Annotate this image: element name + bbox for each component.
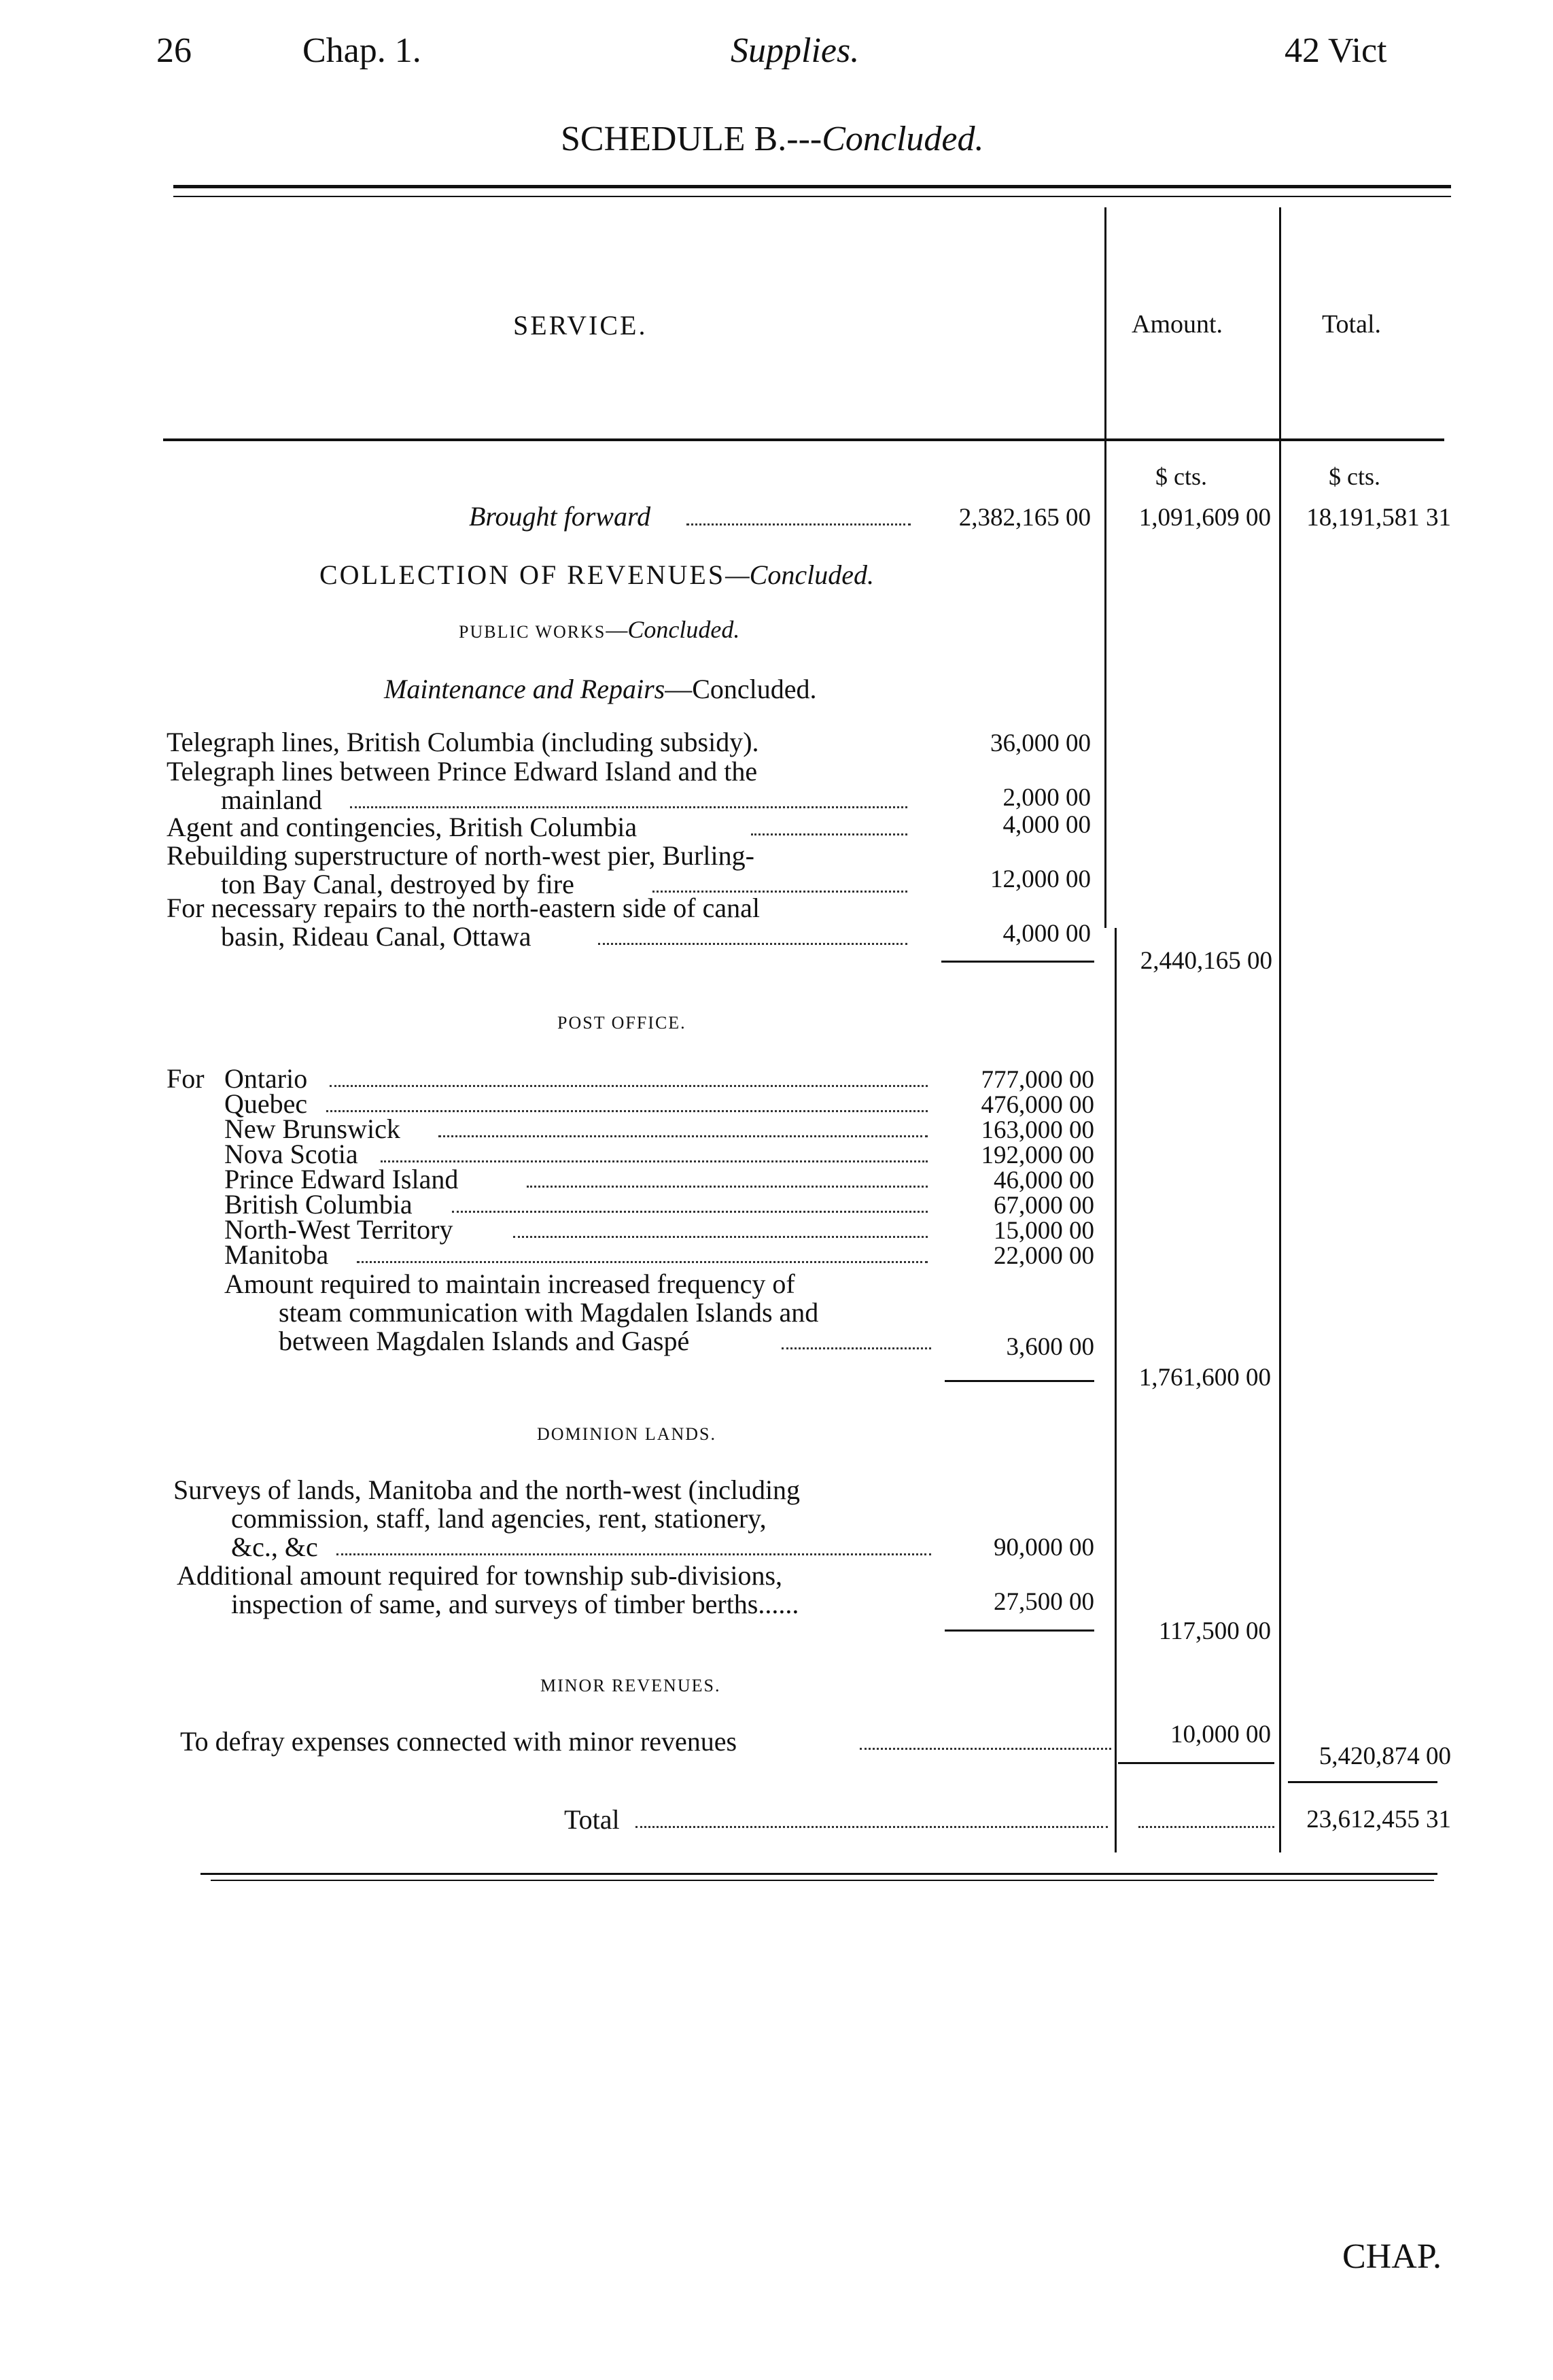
subtotal-rule — [941, 961, 1094, 963]
public-works-item: Telegraph lines, British Columbia (including subsidy). — [167, 727, 759, 757]
amount-sum-rule — [1118, 1762, 1274, 1764]
public-works-item-cont: mainland — [221, 784, 322, 815]
post-office-item: British Columbia — [224, 1189, 413, 1220]
post-office-item-sub: 777,000 00 — [981, 1066, 1094, 1094]
post-office-item-sub: 163,000 00 — [981, 1116, 1094, 1144]
post-office-item-sub: 192,000 00 — [981, 1141, 1094, 1169]
leader-dots — [452, 1211, 928, 1213]
minor-revenues-amount: 10,000 00 — [1170, 1721, 1271, 1748]
brought-forward-label: Brought forward — [469, 501, 651, 532]
steam-line-1: Amount required to maintain increased frequency of — [224, 1269, 795, 1299]
public-works-heading-suffix: —Concluded. — [606, 616, 740, 643]
dominion-item-1-line-3: &c., &c — [231, 1532, 318, 1562]
public-works-item-sub: 4,000 00 — [1002, 920, 1091, 948]
post-office-item-sub: 46,000 00 — [994, 1167, 1094, 1194]
subtotal-rule — [945, 1380, 1094, 1382]
public-works-item-sub: 2,000 00 — [1002, 784, 1091, 812]
public-works-item: Rebuilding superstructure of north-west pier, Burling- — [167, 840, 754, 871]
steam-sub: 3,600 00 — [1006, 1333, 1094, 1361]
maintenance-subheading-text: Maintenance and Repairs — [384, 674, 665, 704]
dominion-lands-heading: DOMINION LANDS. — [537, 1424, 716, 1444]
public-works-heading — [459, 615, 739, 644]
post-office-item-sub: 22,000 00 — [994, 1242, 1094, 1270]
post-office-item-sub: 15,000 00 — [994, 1217, 1094, 1245]
leader-dots — [686, 523, 911, 525]
leader-dots — [1138, 1826, 1274, 1828]
leader-dots — [326, 1110, 928, 1112]
public-works-item: For necessary repairs to the north-eastern side of canal — [167, 893, 760, 923]
public-works-item-sub: 12,000 00 — [990, 865, 1091, 893]
chapter-label: Chap. 1. — [302, 31, 421, 70]
bottom-rule — [200, 1873, 1437, 1875]
post-office-item: Nova Scotia — [224, 1139, 358, 1169]
public-works-heading-text: PUBLIC WORKS — [459, 622, 606, 642]
leader-dots — [381, 1160, 928, 1162]
leader-dots — [357, 1261, 928, 1263]
schedule-title — [561, 119, 984, 159]
header-rule — [163, 438, 1444, 441]
post-office-item: Ontario — [224, 1063, 308, 1094]
regnal-year: 42 Vict — [1285, 31, 1387, 70]
section-total: 5,420,874 00 — [1319, 1742, 1451, 1770]
leader-dots — [513, 1236, 928, 1238]
brought-forward-amount: 1,091,609 00 — [1138, 504, 1271, 532]
public-works-item: Agent and contingencies, British Columbia — [167, 812, 638, 842]
minor-revenues-item: To defray expenses connected with minor revenues — [180, 1726, 737, 1757]
top-rule-thick — [173, 185, 1451, 188]
section-title — [319, 559, 874, 591]
dominion-item-1-line-2: commission, staff, land agencies, rent, stationery, — [231, 1503, 767, 1534]
section-title-suffix: —Concluded. — [725, 559, 874, 590]
dominion-item-1-sub: 90,000 00 — [994, 1534, 1094, 1562]
dominion-lands-amount: 117,500 00 — [1158, 1617, 1271, 1645]
public-works-item-cont: basin, Rideau Canal, Ottawa — [221, 921, 531, 952]
leader-dots — [860, 1748, 1111, 1750]
leader-dots — [635, 1826, 1108, 1828]
section-title-text: COLLECTION OF REVENUES — [319, 559, 726, 590]
total-units: $ cts. — [1329, 463, 1380, 490]
post-office-amount: 1,761,600 00 — [1138, 1364, 1271, 1392]
public-works-item-sub: 36,000 00 — [990, 729, 1091, 757]
leader-dots — [336, 1553, 931, 1555]
total-column-header: Total. — [1322, 310, 1382, 339]
post-office-item: Quebec — [224, 1088, 308, 1119]
dominion-item-2-line-2: inspection of same, and surveys of timber berths...... — [231, 1589, 799, 1619]
total-sum-rule — [1288, 1781, 1437, 1783]
post-office-item: New Brunswick — [224, 1114, 400, 1144]
leader-dots — [330, 1085, 928, 1087]
amount-column-header: Amount. — [1132, 310, 1223, 339]
post-office-item: Manitoba — [224, 1239, 329, 1270]
dominion-item-1-line-1: Surveys of lands, Manitoba and the north-west (including — [173, 1474, 801, 1505]
maintenance-subheading-suffix: —Concluded. — [665, 674, 817, 704]
amount-column-left-rule — [1104, 207, 1106, 928]
grand-total-value: 23,612,455 31 — [1306, 1806, 1451, 1833]
public-works-item-sub: 4,000 00 — [1002, 811, 1091, 839]
total-column-left-rule — [1279, 207, 1281, 1852]
top-rule-thin — [173, 196, 1451, 197]
post-office-heading: POST OFFICE. — [557, 1013, 686, 1033]
subtotal-rule — [945, 1629, 1094, 1632]
brought-forward-sub: 2,382,165 00 — [958, 504, 1091, 532]
grand-total-label: Total — [564, 1804, 620, 1835]
steam-line-3: between Magdalen Islands and Gaspé — [279, 1326, 690, 1356]
leader-dots — [782, 1347, 931, 1349]
running-title: Supplies. — [731, 31, 860, 70]
leader-dots — [598, 943, 907, 945]
catchword: CHAP. — [1342, 2237, 1442, 2276]
post-office-item: North-West Territory — [224, 1214, 453, 1245]
schedule-title-suffix: ---Concluded. — [786, 120, 984, 158]
leader-dots — [751, 833, 907, 835]
leader-dots — [350, 806, 907, 808]
public-works-amount: 2,440,165 00 — [1140, 947, 1272, 975]
leader-dots — [438, 1135, 928, 1137]
amount-column-left-rule-lower — [1115, 928, 1117, 1852]
bottom-rule-thin — [211, 1880, 1434, 1881]
post-office-item: Prince Edward Island — [224, 1164, 459, 1194]
dominion-item-2-sub: 27,500 00 — [994, 1588, 1094, 1616]
amount-units: $ cts. — [1155, 463, 1207, 490]
dominion-item-2-line-1: Additional amount required for township sub-divisions, — [177, 1560, 783, 1591]
brought-forward-total: 18,191,581 31 — [1306, 504, 1451, 532]
minor-revenues-heading: MINOR REVENUES. — [540, 1676, 721, 1695]
for-label: For — [167, 1063, 205, 1094]
leader-dots — [527, 1186, 928, 1188]
post-office-item-sub: 67,000 00 — [994, 1192, 1094, 1220]
post-office-item-sub: 476,000 00 — [981, 1091, 1094, 1119]
public-works-item-cont: ton Bay Canal, destroyed by fire — [221, 869, 574, 899]
steam-line-2: steam communication with Magdalen Islands and — [279, 1297, 819, 1328]
page-number: 26 — [156, 31, 192, 70]
schedule-title-text: SCHEDULE B. — [561, 120, 787, 158]
maintenance-subheading — [384, 673, 817, 705]
service-column-header: SERVICE. — [513, 310, 648, 341]
public-works-item: Telegraph lines between Prince Edward Island and the — [167, 756, 758, 787]
